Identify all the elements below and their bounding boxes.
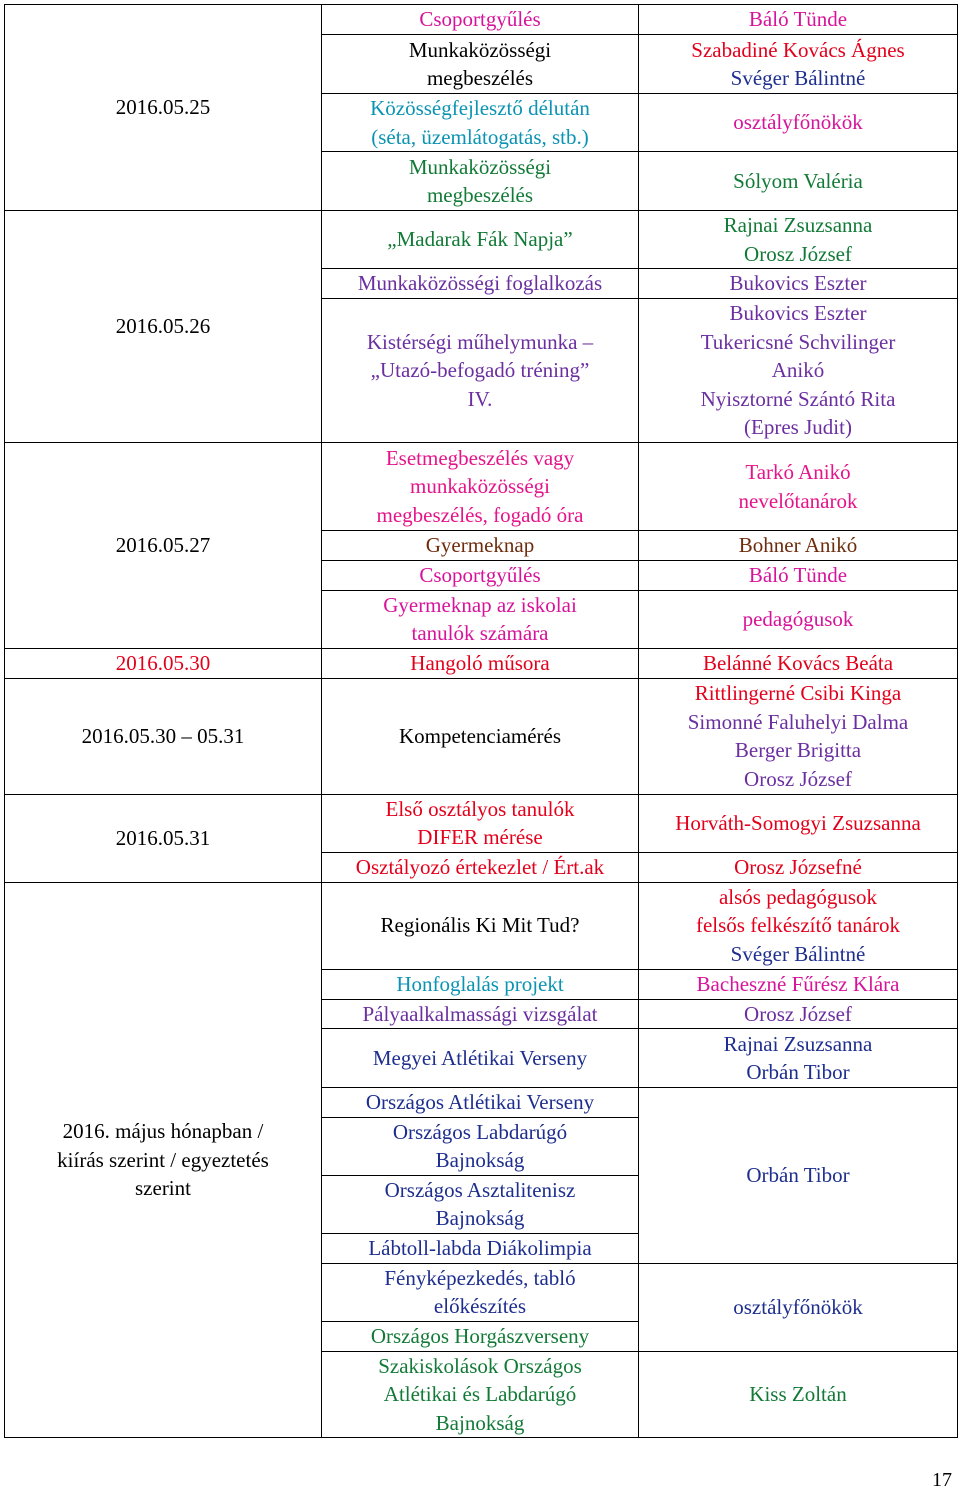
responsible-cell: Rajnai Zsuzsanna Orosz József	[639, 211, 958, 269]
event-cell: Fényképezkedés, tabló előkészítés	[322, 1263, 639, 1321]
responsible-cell: Báló Tünde	[639, 561, 958, 591]
event-cell: Csoportgyűlés	[322, 561, 639, 591]
table-row	[5, 648, 958, 678]
responsible-cell: Belánné Kovács Beáta	[639, 648, 958, 678]
event-cell: Kistérségi műhelymunka – „Utazó-befogadó tréning” IV.	[322, 299, 639, 443]
event-cell: Esetmegbeszélés vagy munkaközösségi megbeszélés, fogadó óra	[322, 443, 639, 531]
date-cell: 2016.05.31	[5, 794, 322, 882]
event-cell: Munkaközösségi megbeszélés	[322, 35, 639, 94]
date-cell: 2016. május hónapban / kiírás szerint / egyeztetés szerint	[5, 882, 322, 1438]
table-row	[5, 882, 958, 969]
responsible-cell: Rittlingerné Csibi Kinga Simonné Faluhelyi Dalma Berger Brigitta Orosz József	[639, 678, 958, 794]
event-cell: Osztályozó értekezlet / Ért.ak	[322, 852, 639, 882]
responsible-cell: Bukovics Eszter	[639, 269, 958, 299]
responsible-cell: Rajnai Zsuzsanna Orbán Tibor	[639, 1029, 958, 1088]
event-cell: Lábtoll-labda Diákolimpia	[322, 1233, 639, 1263]
event-cell: Szakiskolások Országos Atlétikai és Labdarúgó Bajnokság	[322, 1351, 639, 1438]
table-row	[5, 5, 958, 35]
event-cell: Országos Horgászverseny	[322, 1321, 639, 1351]
responsible-cell: Orosz József	[639, 999, 958, 1029]
responsible-cell: Bacheszné Fűrész Klára	[639, 969, 958, 999]
event-cell: „Madarak Fák Napja”	[322, 211, 639, 269]
event-cell: Csoportgyűlés	[322, 5, 639, 35]
event-cell: Gyermeknap	[322, 531, 639, 561]
responsible-cell: osztályfőnökök	[639, 1263, 958, 1351]
schedule-table	[4, 4, 958, 1438]
responsible-cell: Orosz Józsefné	[639, 852, 958, 882]
table-row	[5, 794, 958, 852]
responsible-cell: Sólyom Valéria	[639, 152, 958, 211]
event-cell: Megyei Atlétikai Verseny	[322, 1029, 639, 1088]
date-cell: 2016.05.27	[5, 443, 322, 649]
date-cell: 2016.05.26	[5, 211, 322, 443]
event-cell: Országos Asztalitenisz Bajnokság	[322, 1175, 639, 1233]
event-cell: Honfoglalás projekt	[322, 969, 639, 999]
responsible-cell: pedagógusok	[639, 590, 958, 648]
responsible-cell: alsós pedagógusok felsős felkészítő tanárok Svéger Bálintné	[639, 882, 958, 969]
table-row	[5, 678, 958, 794]
responsible-cell: Bohner Anikó	[639, 531, 958, 561]
date-cell: 2016.05.25	[5, 5, 322, 211]
event-cell: Hangoló műsora	[322, 648, 639, 678]
responsible-cell: Horváth-Somogyi Zsuzsanna	[639, 794, 958, 852]
event-cell: Pályaalkalmassági vizsgálat	[322, 999, 639, 1029]
date-cell: 2016.05.30	[5, 648, 322, 678]
page-number: 17	[932, 1469, 952, 1491]
event-cell: Országos Atlétikai Verseny	[322, 1088, 639, 1118]
date-cell: 2016.05.30 – 05.31	[5, 678, 322, 794]
responsible-cell: Tarkó Anikó nevelőtanárok	[639, 443, 958, 531]
event-cell: Regionális Ki Mit Tud?	[322, 882, 639, 969]
event-cell: Gyermeknap az iskolai tanulók számára	[322, 590, 639, 648]
responsible-cell: osztályfőnökök	[639, 94, 958, 152]
responsible-cell: Bukovics Eszter Tukericsné Schvilinger Anikó Nyisztorné Szántó Rita (Epres Judit)	[639, 299, 958, 443]
event-cell: Közösségfejlesztő délután (séta, üzemlátogatás, stb.)	[322, 94, 639, 152]
event-cell: Első osztályos tanulók DIFER mérése	[322, 794, 639, 852]
responsible-cell: Báló Tünde	[639, 5, 958, 35]
event-cell: Kompetenciamérés	[322, 678, 639, 794]
event-cell: Munkaközösségi megbeszélés	[322, 152, 639, 211]
event-cell: Munkaközösségi foglalkozás	[322, 269, 639, 299]
table-row	[5, 211, 958, 269]
table-row	[5, 443, 958, 531]
responsible-cell: Szabadiné Kovács Ágnes Svéger Bálintné	[639, 35, 958, 94]
event-cell: Országos Labdarúgó Bajnokság	[322, 1117, 639, 1175]
responsible-cell: Kiss Zoltán	[639, 1351, 958, 1438]
responsible-cell: Orbán Tibor	[639, 1088, 958, 1264]
